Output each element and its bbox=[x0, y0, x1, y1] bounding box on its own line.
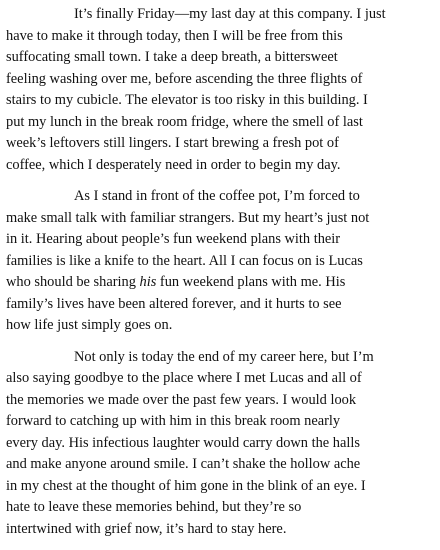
text-line: coffee, which I desperately need in order to begin my day. bbox=[6, 156, 341, 173]
paragraph-3 bbox=[6, 347, 436, 541]
document-page bbox=[6, 4, 436, 550]
paragraph-1 bbox=[6, 4, 436, 176]
text-line: also saying goodbye to the place where I met Lucas and all of bbox=[6, 370, 362, 386]
text-segment: fun weekend plans with me. His bbox=[159, 274, 346, 290]
text-line bbox=[6, 272, 436, 294]
text-line: in it. Hearing about people’s fun weekend plans with their bbox=[6, 231, 341, 247]
text-line: forward to catching up with him in this break room nearly bbox=[6, 413, 341, 429]
text-line: As I stand in front of the coffee pot, I’m forced to bbox=[74, 188, 360, 204]
text-line: the memories we made over the past few years. I would look bbox=[6, 391, 357, 408]
text-line: in my chest at the thought of him gone in the blink of an eye. I bbox=[6, 477, 366, 494]
text-line: week’s leftovers still lingers. I start brewing a fresh pot of bbox=[6, 135, 339, 151]
text-line: suffocating small town. I take a deep breath, a bittersweet bbox=[6, 49, 338, 65]
text-line: feeling washing over me, before ascending the three flights of bbox=[6, 70, 363, 87]
text-line: put my lunch in the break room fridge, where the smell of last bbox=[6, 113, 363, 130]
text-line: every day. His infectious laughter would carry down the halls bbox=[6, 434, 360, 451]
paragraph-2 bbox=[6, 186, 436, 337]
text-line: make small talk with familiar strangers. But my heart’s just not bbox=[6, 209, 370, 226]
emphasis-text: his bbox=[139, 274, 157, 290]
text-line: intertwined with grief now, it’s hard to stay here. bbox=[6, 520, 287, 537]
text-line: have to make it through today, then I will be free from this bbox=[6, 27, 343, 44]
text-line: families is like a knife to the heart. All I can focus on is Lucas bbox=[6, 252, 363, 269]
text-line: and make anyone around smile. I can’t shake the hollow ache bbox=[6, 456, 361, 472]
text-line: It’s finally Friday—my last day at this company. I just bbox=[74, 6, 386, 22]
text-line: hate to leave these memories behind, but they’re so bbox=[6, 499, 302, 515]
text-line: Not only is today the end of my career here, but I’m bbox=[74, 348, 374, 365]
text-line: how life just simply goes on. bbox=[6, 317, 173, 333]
text-segment: who should be sharing bbox=[6, 274, 140, 290]
text-line: family’s lives have been altered forever, and it hurts to see bbox=[6, 295, 342, 312]
text-line: stairs to my cubicle. The elevator is too risky in this building. I bbox=[6, 92, 368, 108]
